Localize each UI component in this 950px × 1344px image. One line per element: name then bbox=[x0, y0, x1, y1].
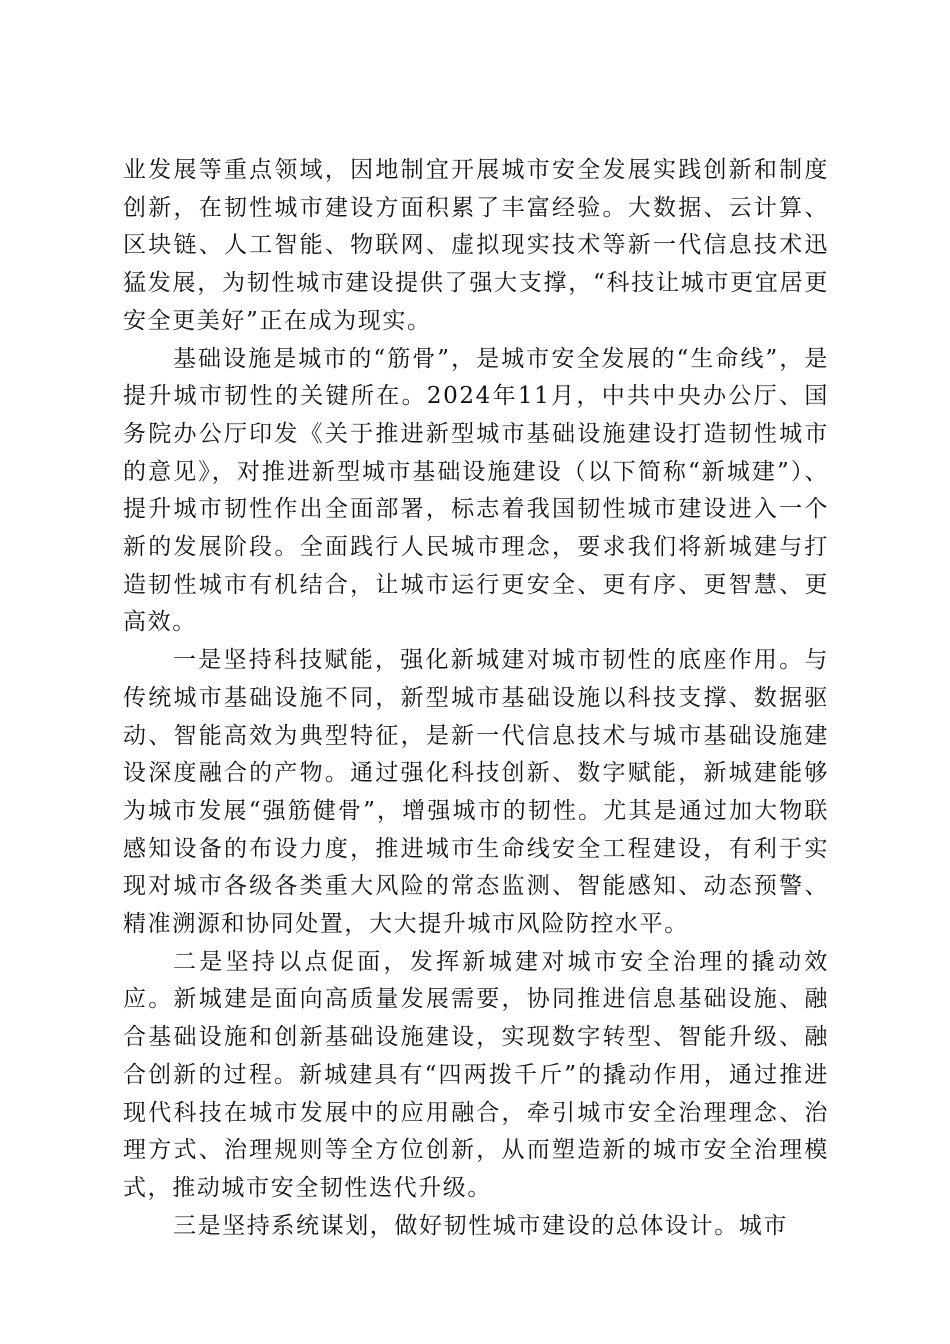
paragraph-infrastructure: 基础设施是城市的“筋骨”，是城市安全发展的“生命线”，是提升城市韧性的关键所在。2024年11月，中共中央办公厅、国务院办公厅印发《关于推进新型城市基础设施建设打造韧性城市的意见》，对推进新型城市基础设施建设（以下简称“新城建”）、提升城市韧性作出全面部署，标志着我国韧性城市建设进入一个新的发展阶段。全面践行人民城市理念，要求我们将新城建与打造韧性城市有机结合，让城市运行更安全、更有序、更智慧、更高效。 bbox=[123, 345, 829, 636]
paragraph-continued: 业发展等重点领域，因地制宜开展城市安全发展实践创新和制度创新，在韧性城市建设方面积累了丰富经验。大数据、云计算、区块链、人工智能、物联网、虚拟现实技术等新一代信息技术迅猛发展，为韧性城市建设提供了强大支撑，“科技让城市更宜居更安全更美好”正在成为现实。 bbox=[123, 157, 829, 334]
paragraph-point-two: 二是坚持以点促面，发挥新城建对城市安全治理的撬动效应。新城建是面向高质量发展需要，协同推进信息基础设施、融合基础设施和创新基础设施建设，实现数字转型、智能升级、融合创新的过程。新城建具有“四两拨千斤”的撬动作用，通过推进现代科技在城市发展中的应用融合，牵引城市安全治理理念、治理方式、治理规则等全方位创新，从而塑造新的城市安全治理模式，推动城市安全韧性迭代升级。 bbox=[123, 948, 829, 1201]
paragraph-point-one: 一是坚持科技赋能，强化新城建对城市韧性的底座作用。与传统城市基础设施不同，新型城市基础设施以科技支撑、数据驱动、智能高效为典型特征，是新一代信息技术与城市基础设施建设深度融合的产物。通过强化科技创新、数字赋能，新城建能够为城市发展“强筋健骨”，增强城市的韧性。尤其是通过加大物联感知设备的布设力度，推进城市生命线安全工程建设，有利于实现对城市各级各类重大风险的常态监测、智能感知、动态预警、精准溯源和协同处置，大大提升城市风险防控水平。 bbox=[123, 647, 829, 938]
paragraph-point-three: 三是坚持系统谋划，做好韧性城市建设的总体设计。城市 bbox=[173, 1212, 788, 1239]
article-body bbox=[123, 152, 829, 1245]
